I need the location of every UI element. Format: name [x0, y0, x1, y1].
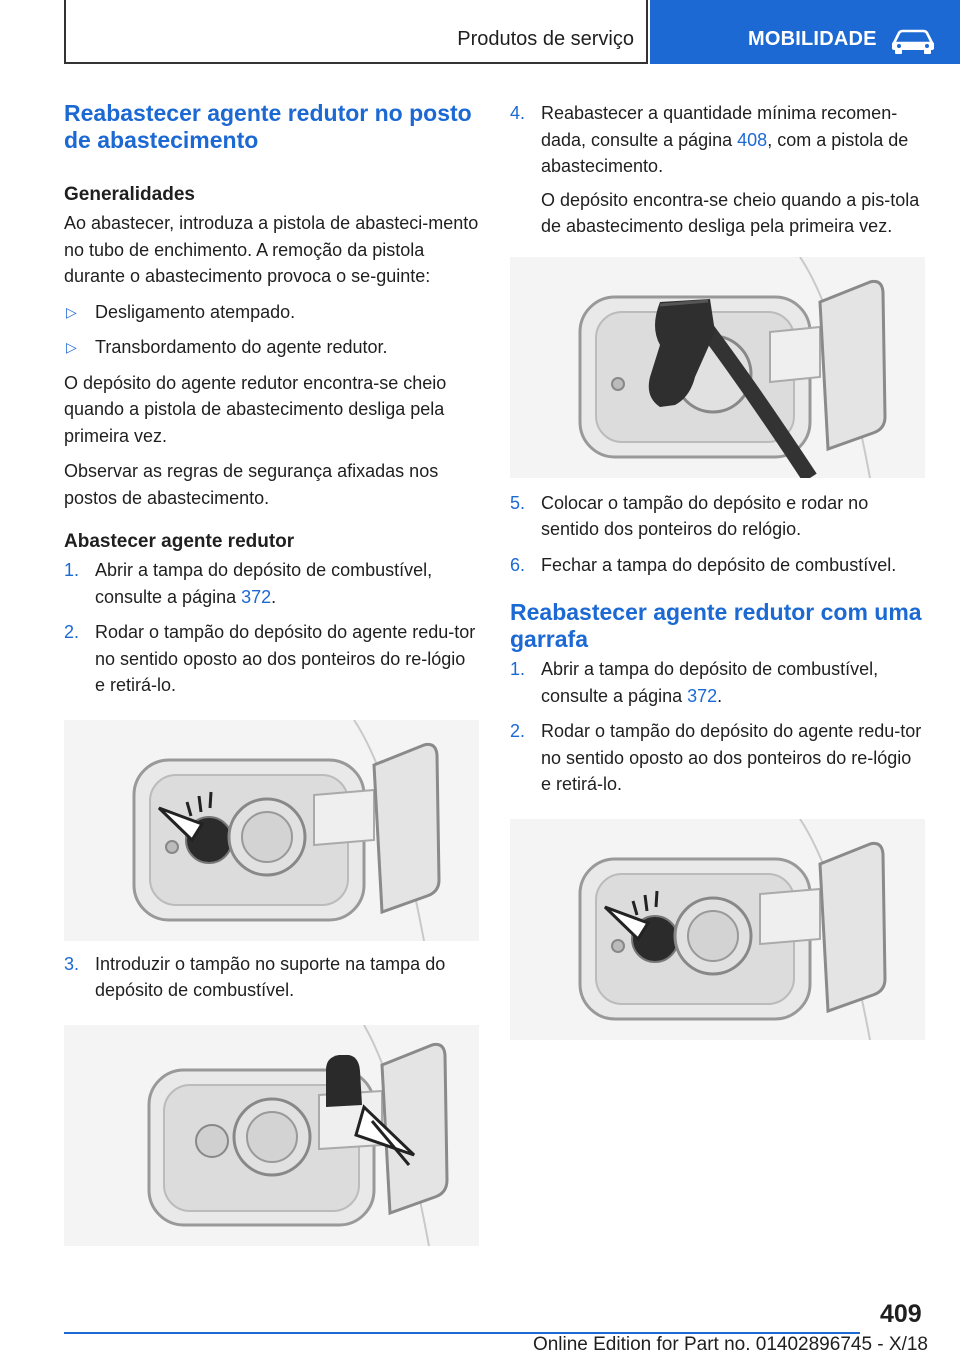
step-item — [510, 490, 925, 543]
step-number: 5. — [510, 492, 526, 513]
step-note: O depósito encontra-se cheio quando a pis-tola de abastecimento desliga pela primeira vez. — [541, 189, 920, 236]
chapter-label: MOBILIDADE — [748, 28, 877, 50]
figure-remove-cap — [64, 720, 479, 941]
step-text: . — [271, 586, 277, 607]
fuel-flap-illustration — [510, 819, 925, 1040]
step-text: Colocar o tampão do depósito e rodar no sentido dos ponteiros do relógio. — [541, 492, 869, 539]
subheading-general: Generalidades — [64, 184, 195, 205]
step-number: 6. — [510, 554, 526, 575]
step-text: Abrir a tampa do depósito de combustível, consulte a página — [95, 560, 433, 607]
header-section-box — [64, 0, 648, 64]
page-link[interactable]: 372 — [687, 685, 718, 706]
step-item — [64, 951, 479, 1004]
step-number: 1. — [510, 659, 526, 679]
step-item — [64, 619, 479, 699]
step-text: Abrir a tampa do depósito de combustível, consulte a página — [541, 659, 879, 706]
step-item — [510, 656, 925, 709]
subheading-refuel: Abastecer agente redutor — [64, 531, 295, 552]
triangle-bullet-icon: ▷ — [66, 339, 77, 355]
right-column — [510, 100, 925, 1040]
step-text: Fechar a tampa do depósito de combustível. — [541, 554, 897, 575]
figure-refuel-nozzle — [510, 257, 925, 478]
page-number: 409 — [880, 1300, 922, 1328]
intro-paragraph: Ao abastecer, introduza a pistola de abasteci-mento no tubo de enchimento. A remoção da pistola durante o abastecimento provoca o se-guinte: — [64, 213, 479, 286]
section-title-gas-station: Reabastecer agente redutor no posto de abastecimento — [64, 100, 472, 153]
header-section-title: Produtos de serviço — [457, 28, 634, 50]
page-link[interactable]: 408 — [737, 129, 768, 150]
step-number: 2. — [64, 622, 80, 642]
fuel-flap-illustration — [64, 720, 479, 941]
step-number: 3. — [64, 953, 80, 974]
step-text: . — [717, 685, 723, 706]
step-number: 2. — [510, 721, 526, 741]
step-text: Rodar o tampão do depósito do agente redu-tor no sentido oposto ao dos ponteiros do re-lógio e retirá-lo. — [95, 622, 476, 695]
step-number: 4. — [510, 103, 526, 123]
step-item — [510, 552, 925, 579]
section-title-bottle: Reabastecer agente redutor com uma garrafa — [510, 599, 922, 652]
step-text: Introduzir o tampão no suporte na tampa do depósito de combustível. — [95, 953, 446, 1000]
header-chapter-tab — [650, 0, 960, 64]
step-item — [510, 100, 925, 180]
step-text: Rodar o tampão do depósito do agente redu-tor no sentido oposto ao dos ponteiros do re-lógio e retirá-lo. — [541, 721, 922, 794]
footer-edition: Online Edition for Part no. 01402896745 - X/18 — [532, 1334, 928, 1355]
figure-cap-holder — [64, 1025, 479, 1246]
page-link[interactable]: 372 — [241, 586, 272, 607]
tank-full-paragraph: O depósito do agente redutor encontra-se cheio quando a pistola de abastecimento desliga pela primeira vez. — [64, 372, 447, 446]
step-text: Reabastecer a quantidade mínima recomen-dada, consulte a página — [541, 103, 898, 150]
step-item — [510, 718, 925, 798]
bullet-text: Desligamento atempado. — [95, 301, 296, 322]
left-column — [64, 100, 479, 1246]
bullet-item — [64, 299, 479, 326]
fuel-flap-illustration — [64, 1025, 479, 1246]
step-text: , com a pistola de abastecimento. — [541, 129, 909, 176]
triangle-bullet-icon: ▷ — [66, 303, 77, 320]
safety-rules-paragraph: Observar as regras de segurança afixadas nos postos de abastecimento. — [64, 461, 439, 508]
step-item — [64, 557, 479, 610]
bullet-item — [64, 334, 479, 361]
car-icon — [890, 28, 936, 54]
fuel-nozzle-illustration — [510, 257, 925, 478]
figure-remove-cap-bottle — [510, 819, 925, 1040]
step-number: 1. — [64, 560, 80, 580]
bullet-text: Transbordamento do agente redutor. — [95, 337, 388, 357]
